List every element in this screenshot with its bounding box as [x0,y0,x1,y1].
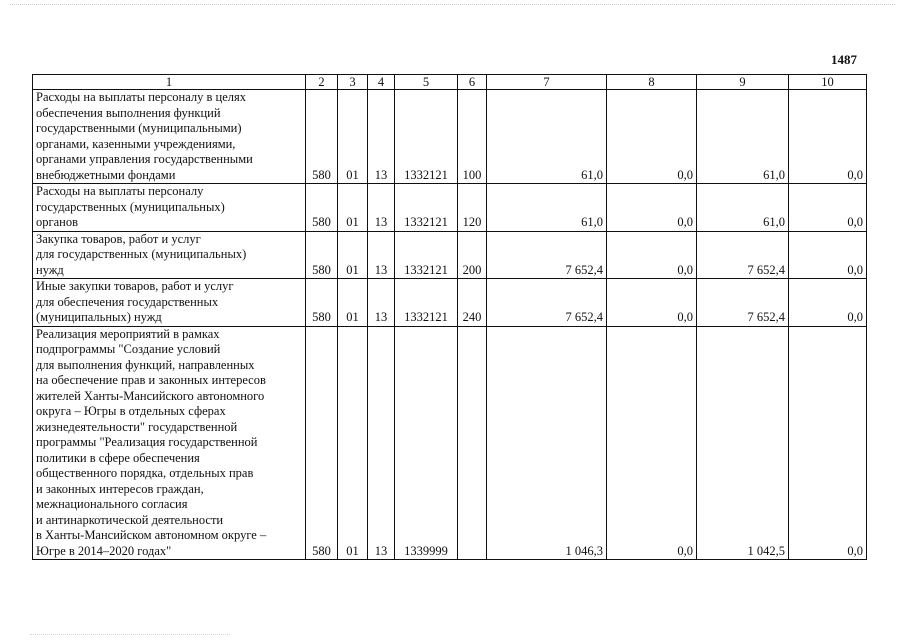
description-line: внебюджетными фондами [36,167,176,182]
amount-other: 0,0 [789,90,867,184]
budget-table [32,74,867,560]
section-code: 01 [338,184,368,232]
description-line: и законных интересов граждан, [36,481,204,496]
description-line: для обеспечения государственных [36,294,219,309]
table-row [33,326,867,560]
section-code: 01 [338,279,368,327]
subsection-code: 13 [368,326,395,560]
target-article-code: 1332121 [395,231,458,279]
expense-type-code: 240 [458,279,487,327]
header-col-3: 3 [338,75,368,90]
header-row [33,75,867,90]
expense-type-code: 120 [458,184,487,232]
amount-federal: 0,0 [607,184,697,232]
amount-other: 0,0 [789,326,867,560]
amount-federal: 0,0 [607,90,697,184]
description-line: на обеспечение прав и законных интересов [36,373,266,387]
ministry-code: 580 [306,90,338,184]
expense-type-code [458,326,487,560]
target-article-code: 1332121 [395,279,458,327]
description-line: (муниципальных) нужд [36,310,162,324]
header-col-1: 1 [33,75,306,90]
section-code: 01 [338,326,368,560]
description-line: политики в сфере обеспечения [36,450,200,465]
description-line: обеспечения выполнения функций [36,105,221,120]
header-col-9: 9 [697,75,789,90]
ministry-code: 580 [306,279,338,327]
description-line: жизнедеятельности" государственной [36,419,238,434]
expense-description [33,326,306,560]
description-line: для государственных (муниципальных) [36,247,247,261]
table-row [33,279,867,327]
amount-other: 0,0 [789,184,867,232]
table-row [33,90,867,184]
description-line: для выполнения функций, направленных [36,357,255,372]
ministry-code: 580 [306,184,338,232]
subsection-code: 13 [368,279,395,327]
subsection-code: 13 [368,90,395,184]
subsection-code: 13 [368,184,395,232]
header-col-8: 8 [607,75,697,90]
amount-other: 0,0 [789,231,867,279]
description-line: межнационального согласия [36,497,188,511]
header-col-6: 6 [458,75,487,90]
description-line: Реализация мероприятий в рамках [36,326,220,341]
ministry-code: 580 [306,326,338,560]
table-row [33,231,867,279]
description-line: подпрограммы "Создание условий [36,342,221,356]
amount-regional: 7 652,4 [697,231,789,279]
header-col-4: 4 [368,75,395,90]
description-line: органами, казенными учреждениями, [36,136,236,151]
page-number: 1487 [831,52,857,67]
description-line: жителей Ханты-Мансийского автономного [36,388,265,403]
expense-type-code: 200 [458,231,487,279]
description-line: органов [36,215,79,229]
description-line: государственными (муниципальными) [36,121,242,135]
expense-description [33,231,306,279]
amount-regional: 61,0 [697,90,789,184]
expense-description [33,90,306,184]
header-col-7: 7 [487,75,607,90]
amount-total: 61,0 [487,90,607,184]
table-row [33,184,867,232]
description-line: Расходы на выплаты персоналу в целях [36,90,246,104]
section-code: 01 [338,231,368,279]
scan-bottom-edge [30,634,230,636]
ministry-code: 580 [306,231,338,279]
section-code: 01 [338,90,368,184]
amount-federal: 0,0 [607,231,697,279]
description-line: округа – Югры в отдельных сферах [36,404,226,418]
amount-total: 7 652,4 [487,279,607,327]
description-line: нужд [36,262,64,277]
target-article-code: 1332121 [395,184,458,232]
amount-total: 1 046,3 [487,326,607,560]
description-line: в Ханты-Мансийском автономном округе – [36,528,267,542]
description-line: Расходы на выплаты персоналу [36,184,204,198]
description-line: Иные закупки товаров, работ и услуг [36,279,234,293]
target-article-code: 1332121 [395,90,458,184]
description-line: и антинаркотической деятельности [36,512,224,527]
description-line: государственных (муниципальных) [36,199,225,214]
amount-total: 61,0 [487,184,607,232]
amount-regional: 61,0 [697,184,789,232]
amount-other: 0,0 [789,279,867,327]
description-line: Закупка товаров, работ и услуг [36,231,201,246]
amount-total: 7 652,4 [487,231,607,279]
header-col-2: 2 [306,75,338,90]
table-body [33,90,867,560]
amount-federal: 0,0 [607,279,697,327]
scan-top-edge [10,4,895,6]
header-col-10: 10 [789,75,867,90]
target-article-code: 1339999 [395,326,458,560]
amount-regional: 1 042,5 [697,326,789,560]
expense-type-code: 100 [458,90,487,184]
header-col-5: 5 [395,75,458,90]
description-line: программы "Реализация государственной [36,435,258,449]
subsection-code: 13 [368,231,395,279]
description-line: Югре в 2014–2020 годах" [36,543,172,558]
expense-description [33,279,306,327]
description-line: общественного порядка, отдельных прав [36,466,254,480]
description-line: органами управления государственными [36,152,253,166]
expense-description [33,184,306,232]
amount-regional: 7 652,4 [697,279,789,327]
amount-federal: 0,0 [607,326,697,560]
